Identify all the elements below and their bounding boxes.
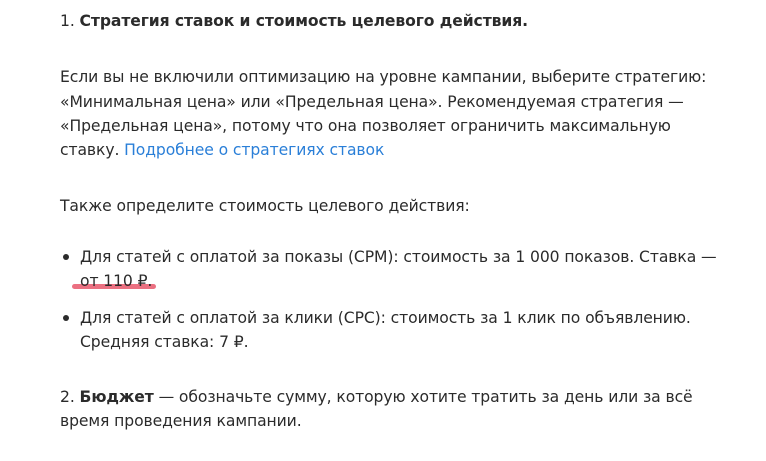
bullet-line: Для статей с оплатой за показы (CPM): стоимость за 1 000 показов. Ставка —: [80, 248, 717, 266]
bullet-dot: [63, 315, 69, 321]
section-1-number: 1.: [60, 12, 75, 30]
section-1-title: Стратегия ставок и стоимость целевого действия.: [79, 12, 528, 30]
paragraph-text: ставку.: [60, 141, 120, 159]
bullet-line: Для статей с оплатой за клики (CPC): стоимость за 1 клик по объявлению.: [80, 309, 691, 327]
section-2-text: — обозначьте сумму, которую хотите тратить за день или за всё: [153, 388, 693, 406]
section-2-title: Бюджет: [79, 388, 154, 406]
paragraph-line: «Минимальная цена» или «Предельная цена». Рекомендуемая стратегия —: [60, 93, 684, 111]
strategies-link[interactable]: Подробнее о стратегиях ставок: [124, 141, 385, 159]
bullet-line: Средняя ставка: 7 ₽.: [80, 333, 249, 351]
paragraph-line: Также определите стоимость целевого действия:: [60, 197, 470, 215]
section-2-number: 2.: [60, 388, 75, 406]
section-2-line: [60, 385, 693, 409]
bullet-dot: [63, 254, 69, 260]
section-2-line: время проведения кампании.: [60, 412, 302, 430]
paragraph-line-with-link: [60, 138, 384, 162]
bullet-line: от 110 ₽.: [80, 272, 153, 290]
paragraph-line: Если вы не включили оптимизацию на уровне кампании, выберите стратегию:: [60, 68, 707, 86]
paragraph-line: «Предельная цена», потому что она позволяет ограничить максимальную: [60, 117, 671, 135]
section-1-heading: [60, 9, 528, 33]
